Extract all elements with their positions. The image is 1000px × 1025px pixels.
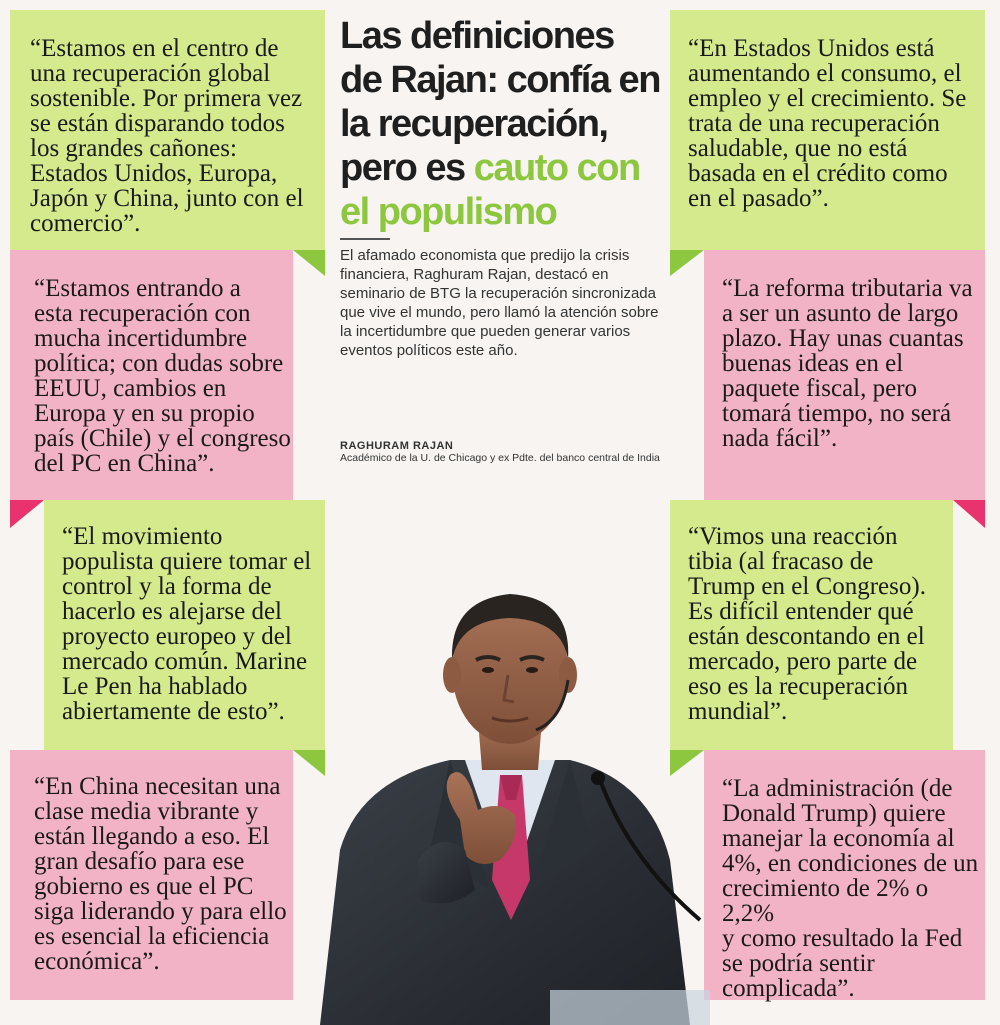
quote-line: saludable, que no está: [688, 135, 908, 162]
byline-name: RAGHURAM RAJAN: [340, 440, 454, 452]
quote-line: hacerlo es alejarse del: [62, 598, 283, 625]
quote-line: complicada”.: [722, 975, 855, 1002]
quote-line: mercado común. Marine: [62, 648, 308, 675]
quote-line: trata de una recuperación: [688, 110, 940, 137]
quote-line: sostenible. Por primera vez: [30, 85, 303, 112]
quote-box-6: [704, 250, 985, 500]
headline-line: Las definiciones: [340, 15, 614, 57]
quote-line: se están disparando todos: [30, 110, 285, 137]
quote-box-3: [44, 500, 325, 750]
quote-line: Trump en el Congreso).: [688, 573, 926, 600]
quote-line: Japón y China, junto con el: [30, 185, 304, 212]
quote-line: gran desafío para ese: [34, 848, 245, 875]
quote-line: abiertamente de esto”.: [62, 698, 285, 725]
headline-line: la recuperación,: [340, 103, 608, 145]
headline-line: de Rajan: confía en: [340, 59, 660, 101]
quote-line: Donald Trump) quiere: [722, 800, 946, 827]
quote-line: “Estamos en el centro de: [30, 35, 279, 62]
quote-line: Es difícil entender qué: [688, 598, 914, 625]
quote-line: aumentando el consumo, el: [688, 60, 962, 87]
quote-line: “El movimiento: [62, 523, 223, 550]
quote-line: siga liderando y para ello: [34, 898, 287, 925]
quote-line: Le Pen ha hablado: [62, 673, 248, 700]
quote-line: están descontando en el: [688, 623, 925, 650]
headline-line: [340, 146, 660, 190]
quote-line: mucha incertidumbre: [34, 325, 248, 352]
quote-line: basada en el crédito como: [688, 160, 948, 187]
quote-line: mercado, pero parte de: [688, 648, 918, 675]
lead-paragraph: El afamado economista que predijo la crisis financiera, Raghuram Rajan, destacó en seminario de BTG la recuperación sincronizada que vive el mundo, pero llamó la atención sobre la incertidumbre que pueden generar varios eventos políticos este año.: [340, 247, 659, 359]
quote-line: 4%, en condiciones de un: [722, 850, 979, 877]
quote-line: están llegando a eso. El: [34, 823, 270, 850]
quote-line: mundial”.: [688, 698, 788, 725]
pink-corner-accent: [10, 500, 44, 528]
quote-line: a ser un asunto de largo: [722, 300, 959, 327]
quote-line: gobierno es que el PC: [34, 873, 254, 900]
quote-line: crecimiento de 2% o 2,2%: [722, 875, 929, 927]
quote-line: es esencial la eficiencia: [34, 923, 270, 950]
green-corner-accent: [293, 250, 325, 276]
quote-line: “En China necesitan una: [34, 773, 281, 800]
quote-line: empleo y el crecimiento. Se: [688, 85, 967, 112]
headline-plain: pero es: [340, 147, 474, 189]
quote-box-8: [704, 750, 985, 1000]
quote-line: “Vimos una reacción: [688, 523, 898, 550]
quote-line: “Estamos entrando a: [34, 275, 241, 302]
quote-line: EEUU, cambios en: [34, 375, 227, 402]
green-corner-accent: [670, 250, 704, 276]
quote-line: los grandes cañones:: [30, 135, 237, 162]
byline: [340, 440, 660, 464]
quote-box-2: [10, 250, 293, 500]
quote-line: se podría sentir: [722, 950, 875, 977]
quote-line: Estados Unidos, Europa,: [30, 160, 278, 187]
headline-highlight: cauto con: [473, 147, 640, 189]
quote-line: política; con dudas sobre: [34, 350, 284, 377]
quote-line: en el pasado”.: [688, 185, 829, 212]
quote-line: plazo. Hay unas cuantas: [722, 325, 964, 352]
quote-box-5: [670, 10, 985, 250]
quote-line: económica”.: [34, 948, 160, 975]
quote-line: paquete fiscal, pero: [722, 375, 918, 402]
quote-line: Europa y en su propio: [34, 400, 255, 427]
quote-line: “La reforma tributaria va: [722, 275, 973, 302]
quote-line: tomará tiempo, no será: [722, 400, 952, 427]
headline: [340, 14, 660, 234]
byline-title: Académico de la U. de Chicago y ex Pdte. del banco central de India: [340, 452, 660, 464]
quote-box-4: [10, 750, 293, 1000]
pink-corner-accent: [953, 500, 985, 528]
quote-line: proyecto europeo y del: [62, 623, 292, 650]
quote-line: una recuperación global: [30, 60, 271, 87]
quote-line: país (Chile) y el congreso: [34, 425, 291, 452]
speaker-photo: [300, 560, 720, 1025]
quote-line: del PC en China”.: [34, 450, 215, 477]
lead-divider: [340, 238, 390, 240]
quote-line: esta recuperación con: [34, 300, 251, 327]
quote-box-1: [10, 10, 325, 250]
quote-line: “La administración (de: [722, 775, 953, 802]
headline-highlight: el populismo: [340, 191, 557, 233]
quote-line: “En Estados Unidos está: [688, 35, 935, 62]
quote-line: clase media vibrante y: [34, 798, 259, 825]
quote-line: buenas ideas en el: [722, 350, 904, 377]
quote-line: nada fácil”.: [722, 425, 838, 452]
quote-line: manejar la economía al: [722, 825, 955, 852]
quote-line: eso es la recuperación: [688, 673, 909, 700]
quote-line: populista quiere tomar el: [62, 548, 312, 575]
quote-line: comercio”.: [30, 210, 141, 237]
quote-line: y como resultado la Fed: [722, 925, 963, 952]
quote-line: control y la forma de: [62, 573, 272, 600]
quote-line: tibia (al fracaso de: [688, 548, 874, 575]
